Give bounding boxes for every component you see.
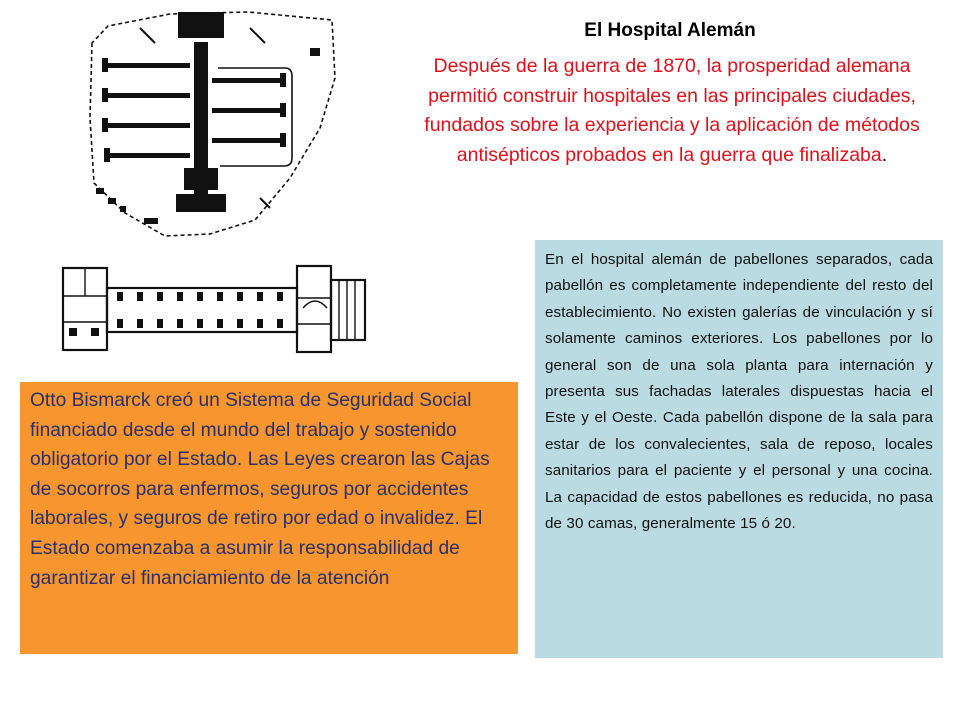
- pavilion-floor-plan: [55, 258, 373, 360]
- intro-text: Después de la guerra de 1870, la prosperidad alemana permitió construir hospitales en las principales ciudades, fundados sobre la experiencia y la aplicación de métodos antisépticos probados en la guerra que finalizaba: [424, 55, 920, 166]
- bismarck-box: [20, 382, 518, 654]
- site-plan-drawing: [80, 8, 340, 238]
- pavilion-description-box: [535, 240, 943, 658]
- slide-title: El Hospital Alemán: [584, 20, 756, 41]
- intro-paragraph: [412, 52, 932, 170]
- bismarck-text: Otto Bismarck creó un Sistema de Seguridad Social financiado desde el mundo del trabajo y sostenido obligatorio por el Estado. Las Leyes crearon las Cajas de socorros para enfermos, seguros por accidentes laborales, y seguros de retiro por edad o invalidez. El Estado comenzaba a asumir la responsabilidad de garantizar el financiamiento de la atención: [30, 390, 490, 589]
- pavilion-description-text: En el hospital alemán de pabellones separados, cada pabellón es completamente independiente del resto del establecimiento. No existen galerías de vinculación y sí solamente caminos exteriores. Los pabellones por lo general son de una sola planta para internación y presenta sus fachadas laterales dispuestas hacia el Este y el Oeste. Cada pabellón dispone de la sala para estar de los convalecientes, sala de reposo, locales sanitarios para el paciente y el personal y una cocina. La capacidad de estos pabellones es reducida, no pasa de 30 camas, generalmente 15 ó 20.: [545, 251, 933, 533]
- intro-period: .: [881, 143, 888, 166]
